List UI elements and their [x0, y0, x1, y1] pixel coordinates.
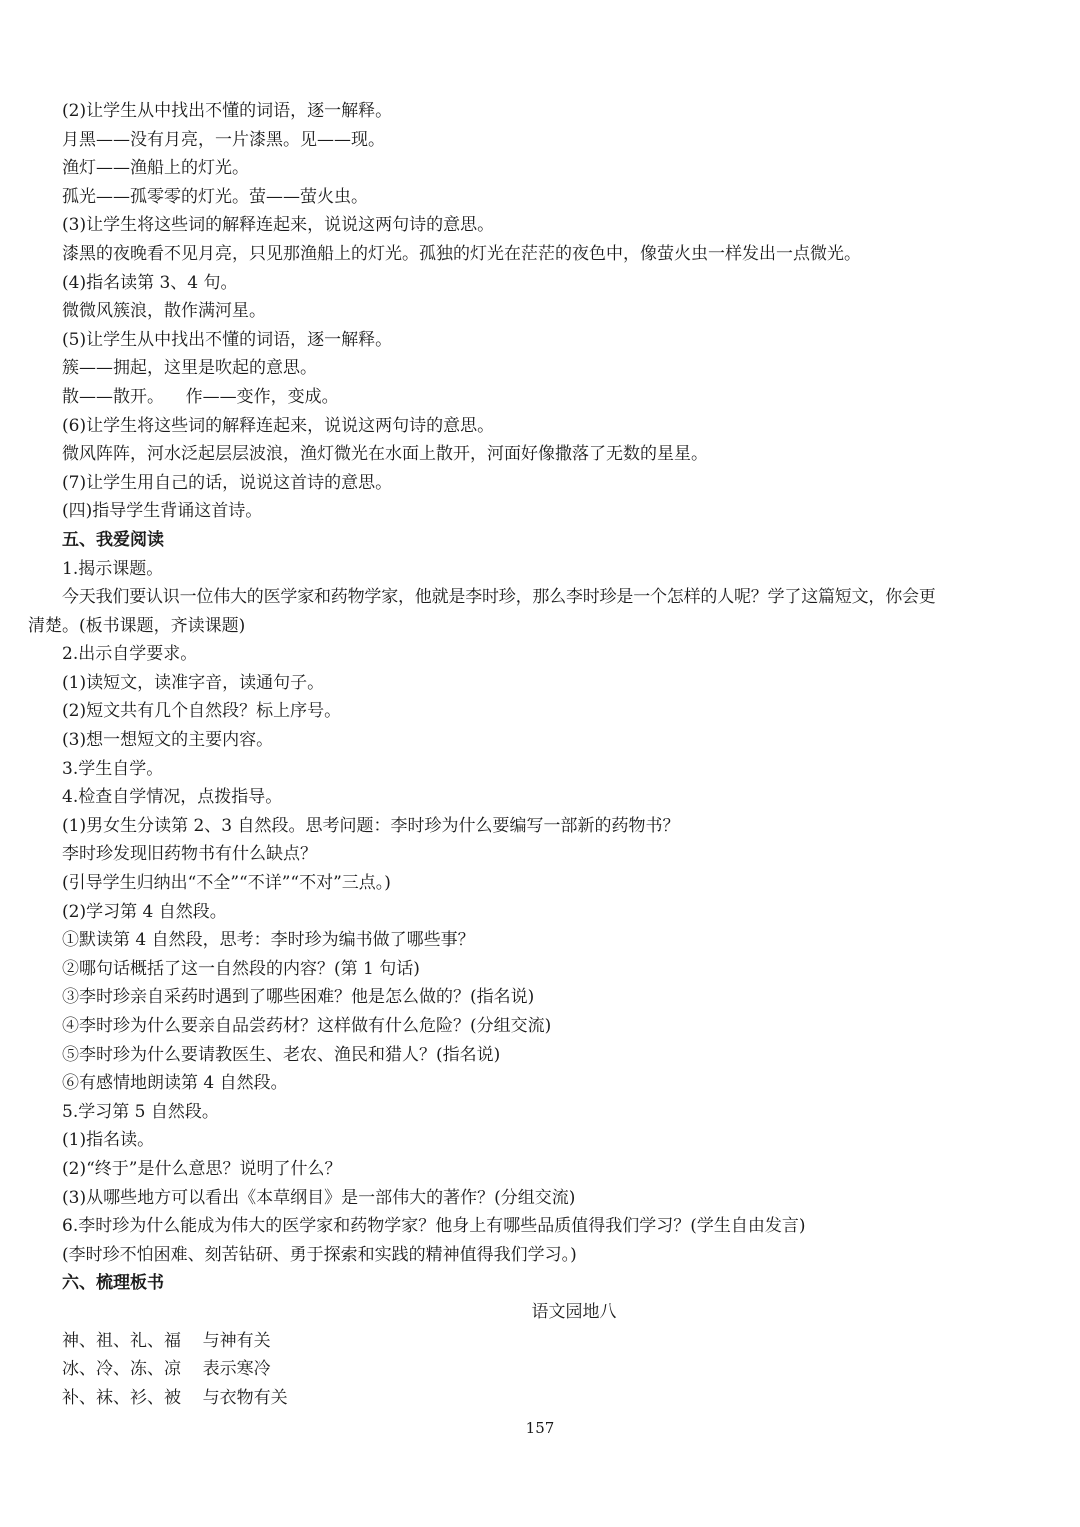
text-line: 6.李时珍为什么能成为伟大的医学家和药物学家？他身上有哪些品质值得我们学习？(学生自由发言) [62, 1216, 806, 1237]
text-line: 月黑——没有月亮，一片漆黑。见——现。 [62, 129, 385, 150]
board-line: 冰、冷、冻、凉 表示寒冷 [62, 1359, 271, 1380]
text-line: ⑥有感情地朗读第 4 自然段。 [62, 1073, 288, 1094]
text-line: 漆黑的夜晚看不见月亮，只见那渔船上的灯光。孤独的灯光在茫茫的夜色中，像萤火虫一样发出一点微光。 [62, 243, 861, 264]
board-line: 神、祖、礼、福 与神有关 [62, 1330, 271, 1351]
text-line: (4)指名读第 3、4 句。 [62, 272, 238, 293]
text-line: (1)读短文，读准字音，读通句子。 [62, 672, 325, 693]
text-line: (1)指名读。 [62, 1130, 155, 1151]
text-line: (2)让学生从中找出不懂的词语，逐一解释。 [62, 101, 393, 121]
text-line: 微风阵阵，河水泛起层层波浪，渔灯微光在水面上散开，河面好像撒落了无数的星星。 [62, 444, 708, 465]
text-line: 4.检查自学情况，点拨指导。 [62, 787, 283, 808]
text-line: ③李时珍亲自采药时遇到了哪些困难？他是怎么做的？(指名说) [62, 987, 535, 1008]
text-line: (3)从哪些地方可以看出《本草纲目》是一部伟大的著作？(分组交流) [62, 1187, 576, 1208]
text-line: (3)想一想短文的主要内容。 [62, 730, 274, 751]
section-heading: 六、梳理板书 [62, 1273, 164, 1294]
text-line: ⑤李时珍为什么要请教医生、老农、渔民和猎人？(指名说) [62, 1044, 501, 1065]
section-heading: 五、我爱阅读 [62, 529, 164, 550]
text-line: 微微风簇浪，散作满河星。 [62, 301, 266, 322]
text-line: (2)短文共有几个自然段？标上序号。 [62, 701, 342, 722]
text-line: (2)学习第 4 自然段。 [62, 901, 227, 922]
text-line: 孤光——孤零零的灯光。萤——萤火虫。 [62, 186, 368, 207]
text-line: (7)让学生用自己的话，说说这首诗的意思。 [62, 472, 393, 493]
text-line: (6)让学生将这些词的解释连起来，说说这两句诗的意思。 [62, 415, 495, 436]
text-line: (李时珍不怕困难、刻苦钻研、勇于探索和实践的精神值得我们学习。) [62, 1244, 577, 1265]
text-line: 今天我们要认识一位伟大的医学家和药物学家，他就是李时珍，那么李时珍是一个怎样的人呢？学了这篇短文，你会更 [62, 587, 936, 608]
text-line: 散——散开。 作——变作，变成。 [62, 386, 339, 407]
text-line: ②哪句话概括了这一自然段的内容？(第 1 句话) [62, 958, 420, 979]
text-line: 清楚。(板书课题，齐读课题) [28, 615, 246, 636]
text-line: 李时珍发现旧药物书有什么缺点？ [62, 844, 317, 865]
text-line: (2)“终于”是什么意思？说明了什么？ [62, 1158, 342, 1179]
text-line: 3.学生自学。 [62, 758, 164, 779]
page-number: 157 [525, 1419, 555, 1437]
text-line: 5.学习第 5 自然段。 [62, 1101, 219, 1122]
document-body [0, 97, 1080, 1412]
text-line: (引导学生归纳出“不全”“不详”“不对”三点。) [62, 873, 391, 894]
text-line: 1.揭示课题。 [62, 558, 164, 579]
text-line: 簇——拥起，这里是吹起的意思。 [62, 358, 317, 379]
board-title: 语文园地八 [531, 1301, 617, 1322]
text-line: ④李时珍为什么要亲自品尝药材？这样做有什么危险？(分组交流) [62, 1016, 552, 1036]
text-line: (1)男女生分读第 2、3 自然段。思考问题：李时珍为什么要编写一部新的药物书？ [62, 815, 680, 836]
text-line: 2.出示自学要求。 [62, 644, 198, 665]
text-line: 渔灯——渔船上的灯光。 [62, 158, 249, 179]
board-line: 补、袜、衫、被 与衣物有关 [62, 1387, 288, 1408]
text-line: (3)让学生将这些词的解释连起来，说说这两句诗的意思。 [62, 215, 495, 236]
text-line: (5)让学生从中找出不懂的词语，逐一解释。 [62, 329, 393, 350]
text-line: ①默读第 4 自然段，思考：李时珍为编书做了哪些事？ [62, 930, 475, 951]
text-line: (四)指导学生背诵这首诗。 [62, 501, 263, 522]
